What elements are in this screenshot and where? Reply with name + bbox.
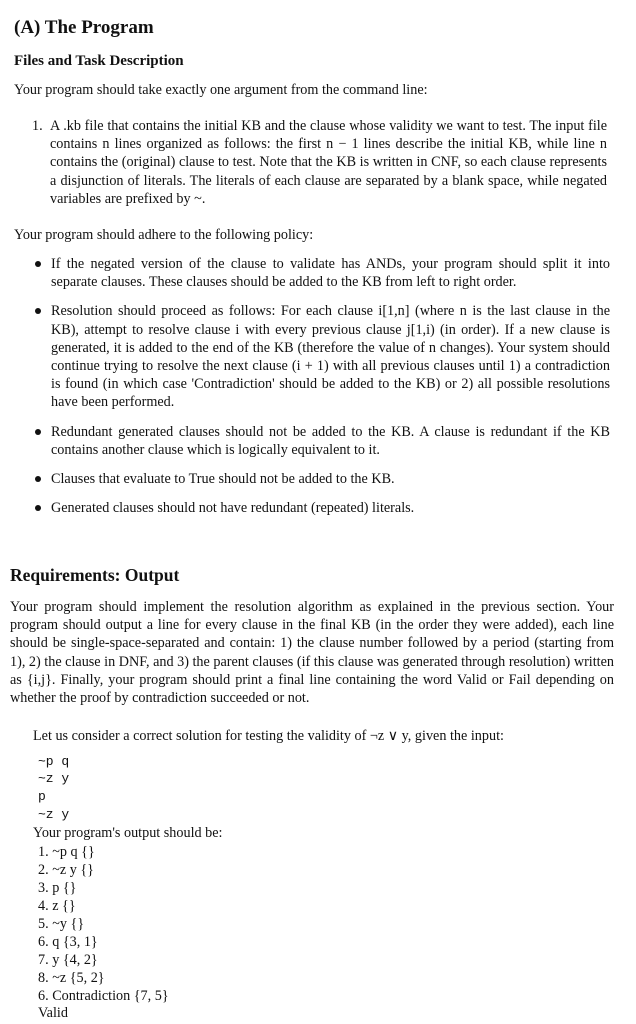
policy-bullet: If the negated version of the clause to validate has ANDs, your program should split it into separate clauses. These clauses should be added to the KB from left to right order. xyxy=(32,255,610,291)
input-line: ~z y xyxy=(38,807,70,822)
policy-list xyxy=(32,255,610,517)
input-line: ~z y xyxy=(38,771,70,786)
output-line: 3. p {} xyxy=(38,880,77,896)
output-line: Valid xyxy=(38,1005,68,1021)
output-line: 7. y {4, 2} xyxy=(38,952,98,968)
output-intro: Your program's output should be: xyxy=(33,825,223,841)
output-line: 6. q {3, 1} xyxy=(38,934,98,950)
output-line: 4. z {} xyxy=(38,898,76,914)
item-text: A .kb file that contains the initial KB and the clause whose validity we want to test. The input file contains n lines organized as follows: the first n − 1 lines describe the initial KB, while line n contains the (original) clause to test. Note that the KB is written in CNF, so each clause represents a disjunction of literals. The literals of each clause are separated by a blank space, while negated variables are prefixed by ~. xyxy=(50,118,607,207)
input-line: p xyxy=(38,789,46,804)
item-number: 1. xyxy=(32,118,43,134)
enumerated-item-1 xyxy=(32,117,607,208)
example-intro: Let us consider a correct solution for testing the validity of ¬z ∨ y, given the input: xyxy=(33,728,504,744)
policy-intro: Your program should adhere to the following policy: xyxy=(14,227,314,243)
output-line: 5. ~y {} xyxy=(38,916,85,932)
input-line: ~p q xyxy=(38,754,70,769)
output-line: 8. ~z {5, 2} xyxy=(38,970,105,986)
requirements-title: Requirements: Output xyxy=(10,565,180,585)
intro-paragraph: Your program should take exactly one argument from the command line: xyxy=(14,82,428,98)
section-title: (A) The Program xyxy=(14,17,154,38)
requirements-paragraph: Your program should implement the resolution algorithm as explained in the previous section. Your program should output a line for every clause in the final KB (in the order they were added), each line should be single-space-separated and contain: 1) the clause number followed by a period (starting from 1), 2) the clause in DNF, and 3) the parent clauses (if this clause was generated through resolution) written as {i,j}. Finally, your program should print a final line containing the word Valid or Fail depending on whether the proof by contradiction succeeded or not. xyxy=(10,599,615,707)
output-line: 1. ~p q {} xyxy=(38,844,95,860)
policy-bullet: Generated clauses should not have redundant (repeated) literals. xyxy=(32,499,610,517)
policy-bullet: Resolution should proceed as follows: For each clause i[1,n] (where n is the last clause in the KB), attempt to resolve clause i with every previous clause j[1,i) (in order). If a new clause is generated, it is added to the end of the KB (therefore the value of n changes). Your system should continue trying to resolve the next clause (i + 1) with all previous clauses until 1) a contradiction is found (in which case 'Contradiction' should be added to the KB) or 2) all possible resolutions have been performed. xyxy=(32,302,610,411)
policy-bullet: Redundant generated clauses should not be added to the KB. A clause is redundant if the KB contains another clause which is logically equivalent to it. xyxy=(32,423,610,459)
policy-bullet: Clauses that evaluate to True should not be added to the KB. xyxy=(32,470,610,488)
output-line: 2. ~z y {} xyxy=(38,862,94,878)
files-heading: Files and Task Description xyxy=(14,53,184,69)
output-line: 6. Contradiction {7, 5} xyxy=(38,988,169,1004)
